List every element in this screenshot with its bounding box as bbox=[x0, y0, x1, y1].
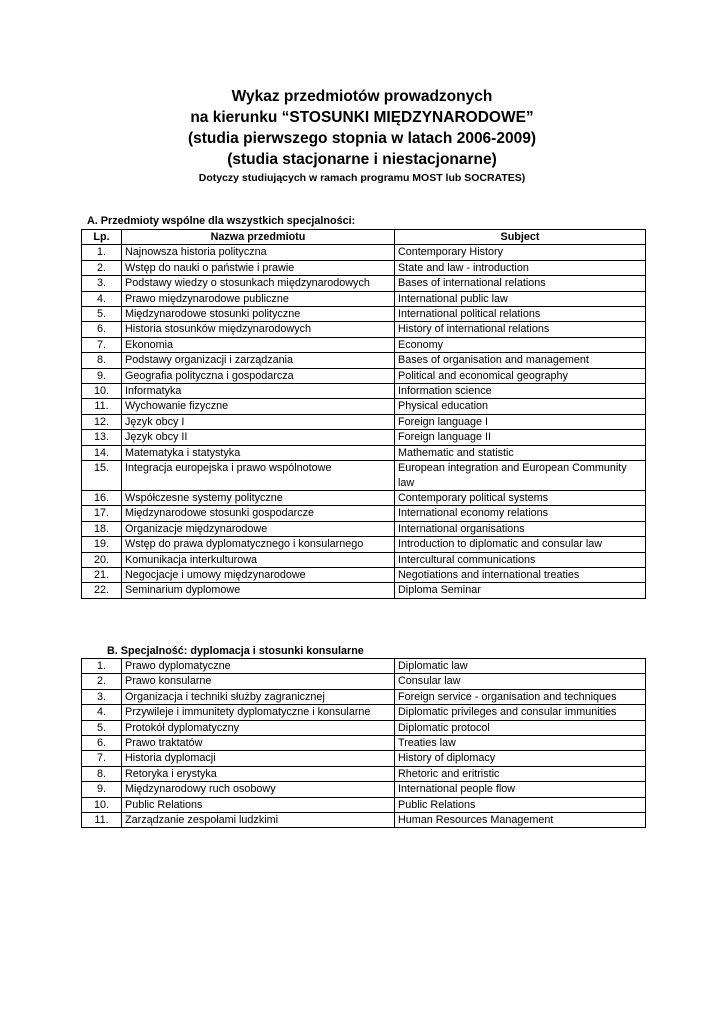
table-row bbox=[82, 445, 646, 460]
header-study-mode: (studia stacjonarne i niestacjonarne) bbox=[227, 151, 497, 168]
section-b-table bbox=[81, 658, 646, 828]
row-number: 16. bbox=[82, 490, 122, 505]
course-name-pl: Komunikacja interkulturowa bbox=[122, 552, 395, 567]
course-name-pl: Seminarium dyplomowe bbox=[122, 583, 395, 598]
row-number: 4. bbox=[82, 291, 122, 306]
table-row bbox=[82, 567, 646, 582]
table-row bbox=[82, 430, 646, 445]
section-a-title: A. Przedmioty wspólne dla wszystkich specjalności: bbox=[87, 215, 356, 227]
row-number: 17. bbox=[82, 506, 122, 521]
course-name-en: Physical education bbox=[395, 399, 646, 414]
row-number: 6. bbox=[82, 322, 122, 337]
course-name-pl: Matematyka i statystyka bbox=[122, 445, 395, 460]
course-name-pl: Przywileje i immunitety dyplomatyczne i konsularne bbox=[122, 705, 395, 720]
table-row bbox=[82, 461, 646, 491]
row-number: 22. bbox=[82, 583, 122, 598]
course-name-en: Diplomatic privileges and consular immunities bbox=[395, 705, 646, 720]
table-row bbox=[82, 291, 646, 306]
header-study-years: (studia pierwszego stopnia w latach 2006-2009) bbox=[187, 130, 536, 147]
header-field-of-study: na kierunku “STOSUNKI MIĘDZYNARODOWE” bbox=[190, 109, 534, 126]
course-name-en: European integration and European Community law bbox=[395, 461, 646, 491]
course-name-pl: Wstęp do prawa dyplomatycznego i konsularnego bbox=[122, 537, 395, 552]
course-name-en: Information science bbox=[395, 384, 646, 399]
table-row bbox=[82, 506, 646, 521]
row-number: 4. bbox=[82, 705, 122, 720]
table-row bbox=[82, 782, 646, 797]
row-number: 19. bbox=[82, 537, 122, 552]
course-name-en: Contemporary political systems bbox=[395, 490, 646, 505]
table-row bbox=[82, 736, 646, 751]
table-row bbox=[82, 368, 646, 383]
row-number: 1. bbox=[82, 245, 122, 260]
course-name-pl: Język obcy II bbox=[122, 430, 395, 445]
course-name-pl: Prawo konsularne bbox=[122, 674, 395, 689]
course-name-en: Rhetoric and eritristic bbox=[395, 766, 646, 781]
course-name-pl: Integracja europejska i prawo wspólnotowe bbox=[122, 461, 395, 491]
table-row bbox=[82, 414, 646, 429]
row-number: 7. bbox=[82, 337, 122, 352]
row-number: 5. bbox=[82, 720, 122, 735]
course-name-pl: Organizacja i techniki służby zagranicznej bbox=[122, 689, 395, 704]
row-number: 3. bbox=[82, 276, 122, 291]
course-name-en: Introduction to diplomatic and consular law bbox=[395, 537, 646, 552]
course-name-en: Political and economical geography bbox=[395, 368, 646, 383]
document-header bbox=[0, 86, 724, 186]
course-name-en: Human Resources Management bbox=[395, 813, 646, 828]
row-number: 10. bbox=[82, 384, 122, 399]
course-name-pl: Wychowanie fizyczne bbox=[122, 399, 395, 414]
row-number: 7. bbox=[82, 751, 122, 766]
course-name-en: Foreign language II bbox=[395, 430, 646, 445]
course-name-pl: Prawo traktatów bbox=[122, 736, 395, 751]
course-name-en: Contemporary History bbox=[395, 245, 646, 260]
table-row bbox=[82, 813, 646, 828]
course-name-en: Bases of organisation and management bbox=[395, 353, 646, 368]
course-name-en: Diplomatic law bbox=[395, 659, 646, 674]
row-number: 11. bbox=[82, 813, 122, 828]
column-header-name: Nazwa przedmiotu bbox=[122, 230, 395, 245]
course-name-pl: Historia dyplomacji bbox=[122, 751, 395, 766]
course-name-en: History of diplomacy bbox=[395, 751, 646, 766]
course-name-en: Foreign language I bbox=[395, 414, 646, 429]
course-name-en: Negotiations and international treaties bbox=[395, 567, 646, 582]
course-name-pl: Prawo dyplomatyczne bbox=[122, 659, 395, 674]
row-number: 6. bbox=[82, 736, 122, 751]
row-number: 15. bbox=[82, 461, 122, 491]
column-header-subject: Subject bbox=[395, 230, 646, 245]
course-name-pl: Międzynarodowe stosunki gospodarcze bbox=[122, 506, 395, 521]
course-name-en: Consular law bbox=[395, 674, 646, 689]
table-row bbox=[82, 260, 646, 275]
course-name-pl: Najnowsza historia polityczna bbox=[122, 245, 395, 260]
course-name-pl: Public Relations bbox=[122, 797, 395, 812]
table-row bbox=[82, 490, 646, 505]
course-name-pl: Współczesne systemy polityczne bbox=[122, 490, 395, 505]
column-header-lp: Lp. bbox=[82, 230, 122, 245]
course-name-en: Economy bbox=[395, 337, 646, 352]
table-row bbox=[82, 583, 646, 598]
course-name-pl: Retoryka i erystyka bbox=[122, 766, 395, 781]
course-name-pl: Ekonomia bbox=[122, 337, 395, 352]
table-row bbox=[82, 720, 646, 735]
table-row bbox=[82, 337, 646, 352]
course-name-en: International public law bbox=[395, 291, 646, 306]
course-name-pl: Międzynarodowy ruch osobowy bbox=[122, 782, 395, 797]
course-name-pl: Podstawy organizacji i zarządzania bbox=[122, 353, 395, 368]
course-name-pl: Informatyka bbox=[122, 384, 395, 399]
course-name-pl: Podstawy wiedzy o stosunkach międzynarodowych bbox=[122, 276, 395, 291]
course-name-en: Bases of international relations bbox=[395, 276, 646, 291]
course-name-pl: Prawo międzynarodowe publiczne bbox=[122, 291, 395, 306]
table-row bbox=[82, 537, 646, 552]
row-number: 21. bbox=[82, 567, 122, 582]
course-name-en: International economy relations bbox=[395, 506, 646, 521]
row-number: 9. bbox=[82, 782, 122, 797]
row-number: 13. bbox=[82, 430, 122, 445]
table-row bbox=[82, 659, 646, 674]
course-name-en: Public Relations bbox=[395, 797, 646, 812]
section-a-table bbox=[81, 229, 646, 599]
row-number: 14. bbox=[82, 445, 122, 460]
course-name-en: State and law - introduction bbox=[395, 260, 646, 275]
course-name-en: History of international relations bbox=[395, 322, 646, 337]
header-programme-note: Dotyczy studiujących w ramach programu MOST lub SOCRATES) bbox=[198, 172, 526, 184]
course-name-en: Mathematic and statistic bbox=[395, 445, 646, 460]
course-name-pl: Geografia polityczna i gospodarcza bbox=[122, 368, 395, 383]
table-row bbox=[82, 552, 646, 567]
course-name-en: Foreign service - organisation and techniques bbox=[395, 689, 646, 704]
table-row bbox=[82, 276, 646, 291]
course-name-en: International political relations bbox=[395, 307, 646, 322]
table-row bbox=[82, 766, 646, 781]
course-name-pl: Protokół dyplomatyczny bbox=[122, 720, 395, 735]
row-number: 1. bbox=[82, 659, 122, 674]
course-name-pl: Wstęp do nauki o państwie i prawie bbox=[122, 260, 395, 275]
row-number: 5. bbox=[82, 307, 122, 322]
course-name-pl: Organizacje międzynarodowe bbox=[122, 521, 395, 536]
table-row bbox=[82, 307, 646, 322]
table-row bbox=[82, 674, 646, 689]
course-name-pl: Język obcy I bbox=[122, 414, 395, 429]
row-number: 10. bbox=[82, 797, 122, 812]
row-number: 20. bbox=[82, 552, 122, 567]
table-row bbox=[82, 245, 646, 260]
row-number: 9. bbox=[82, 368, 122, 383]
row-number: 8. bbox=[82, 766, 122, 781]
table-row bbox=[82, 399, 646, 414]
course-name-pl: Zarządzanie zespołami ludzkimi bbox=[122, 813, 395, 828]
table-row bbox=[82, 751, 646, 766]
course-name-pl: Historia stosunków międzynarodowych bbox=[122, 322, 395, 337]
table-header-row bbox=[82, 230, 646, 245]
row-number: 12. bbox=[82, 414, 122, 429]
course-name-en: International people flow bbox=[395, 782, 646, 797]
course-name-en: Treaties law bbox=[395, 736, 646, 751]
section-b-title: B. Specjalność: dyplomacja i stosunki konsularne bbox=[107, 645, 364, 657]
course-name-pl: Międzynarodowe stosunki polityczne bbox=[122, 307, 395, 322]
row-number: 2. bbox=[82, 260, 122, 275]
row-number: 3. bbox=[82, 689, 122, 704]
course-name-en: Diploma Seminar bbox=[395, 583, 646, 598]
table-row bbox=[82, 353, 646, 368]
row-number: 2. bbox=[82, 674, 122, 689]
row-number: 11. bbox=[82, 399, 122, 414]
table-row bbox=[82, 384, 646, 399]
table-row bbox=[82, 705, 646, 720]
course-name-pl: Negocjacje i umowy międzynarodowe bbox=[122, 567, 395, 582]
course-name-en: International organisations bbox=[395, 521, 646, 536]
table-row bbox=[82, 322, 646, 337]
table-row bbox=[82, 797, 646, 812]
course-name-en: Intercultural communications bbox=[395, 552, 646, 567]
table-row bbox=[82, 521, 646, 536]
row-number: 8. bbox=[82, 353, 122, 368]
table-row bbox=[82, 689, 646, 704]
row-number: 18. bbox=[82, 521, 122, 536]
course-name-en: Diplomatic protocol bbox=[395, 720, 646, 735]
header-title: Wykaz przedmiotów prowadzonych bbox=[231, 88, 493, 105]
